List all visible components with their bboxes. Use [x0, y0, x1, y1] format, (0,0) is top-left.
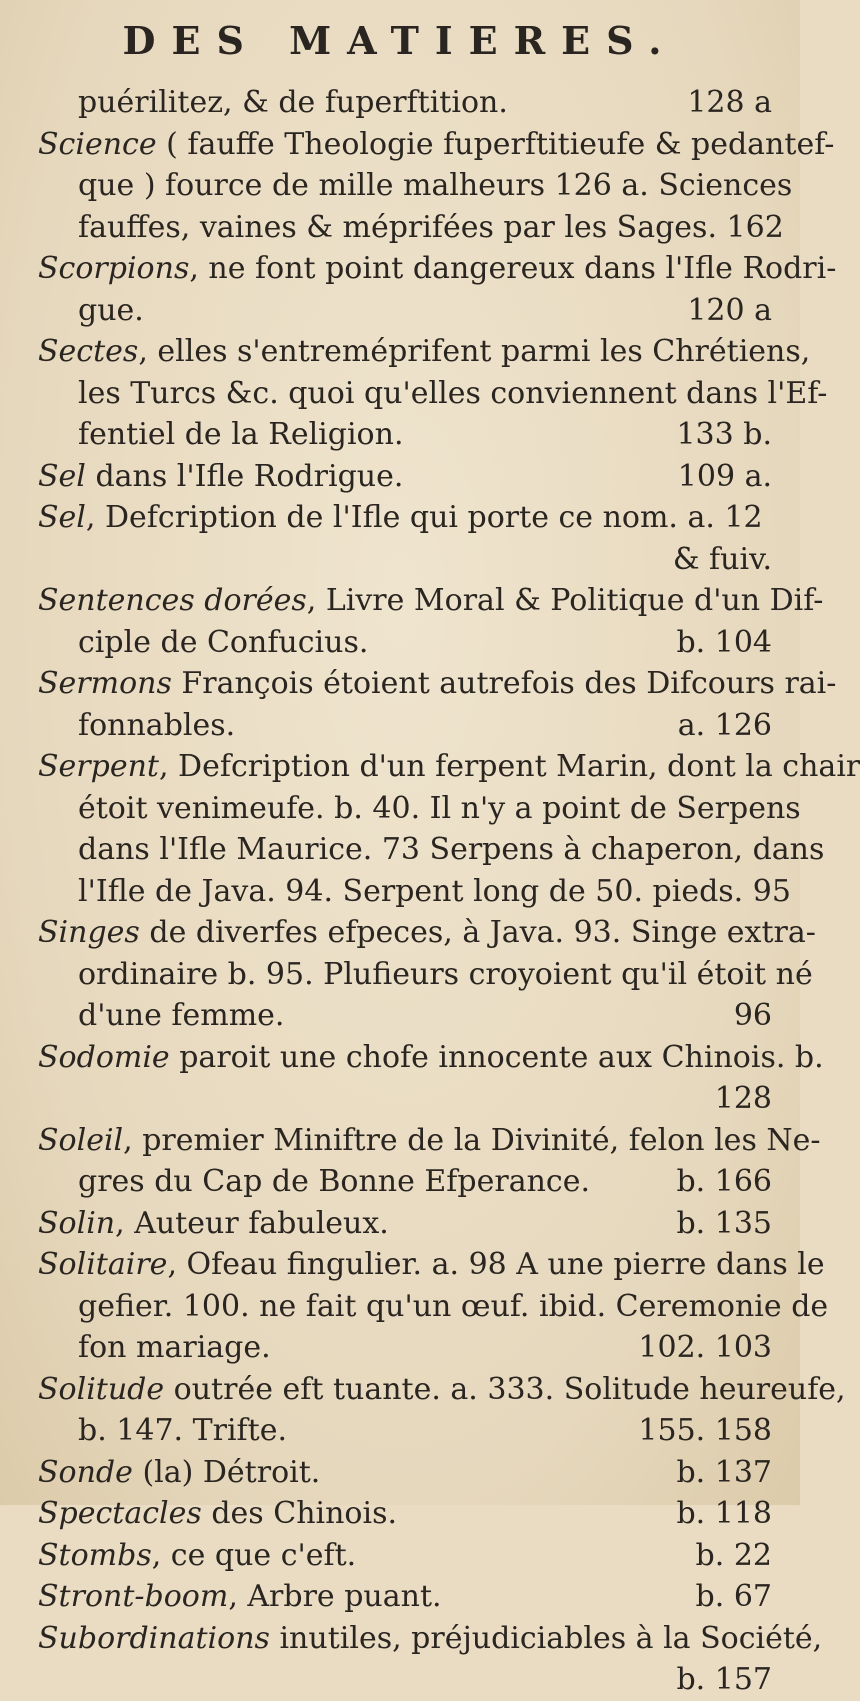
- page-reference: b. 104: [676, 624, 772, 660]
- index-entry: [38, 497, 772, 580]
- entry-line: [38, 1120, 821, 1162]
- entry-line: [38, 373, 828, 415]
- entry-line: [38, 1078, 772, 1120]
- entry-body: ( fauffe Theologie fuperftitieufe & pedantef-: [156, 126, 835, 162]
- entry-text: [78, 165, 792, 207]
- entry-line: [38, 663, 837, 705]
- index-entry: [38, 1576, 772, 1618]
- index-entries: [38, 82, 860, 1701]
- index-entry: [38, 456, 772, 498]
- entry-body: , Ofeau fingulier. a. 98 A une pierre dans le: [167, 1247, 825, 1282]
- entry-text: [38, 746, 860, 788]
- entry-headword: Solitaire: [38, 1247, 168, 1282]
- entry-body: fauffes, vaines & méprifées par les Sages. 162: [78, 209, 784, 245]
- entry-line: [38, 124, 835, 166]
- entry-headword: Soleil: [38, 1122, 124, 1158]
- page-reference: 109 a.: [677, 458, 772, 494]
- index-entry: [38, 1037, 824, 1120]
- entry-text: [38, 580, 823, 622]
- entry-body: fon mariage.: [78, 1330, 271, 1365]
- page-reference: b. 67: [695, 1579, 772, 1614]
- entry-headword: Sectes: [38, 334, 139, 369]
- entry-line: [38, 1576, 772, 1618]
- index-entry: [38, 1369, 846, 1452]
- entry-text: [78, 82, 508, 124]
- entry-body: (la) Détroit.: [132, 1454, 321, 1490]
- entry-line: [38, 331, 811, 373]
- index-entry: [38, 82, 772, 124]
- entry-body: outrée eft tuante. a. 333. Solitude heureufe,: [164, 1371, 846, 1407]
- entry-headword: Solitude: [38, 1371, 165, 1407]
- entry-text: [38, 1120, 821, 1162]
- entry-text: [38, 248, 836, 290]
- entry-line: [38, 954, 813, 996]
- entry-body: l'Ifle de Java. 94. Serpent long de 50. pieds. 95: [78, 873, 791, 909]
- index-entry: [38, 580, 824, 663]
- entry-line: [38, 539, 772, 581]
- entry-line: [38, 456, 772, 498]
- page-reference: b. 135: [676, 1205, 772, 1241]
- page-reference: 128: [714, 1081, 772, 1116]
- entry-text: [38, 1618, 822, 1660]
- entry-headword: Sonde: [38, 1454, 133, 1490]
- entry-line: [38, 746, 860, 788]
- entry-headword: Sel: [38, 458, 86, 494]
- entry-body: dans l'Ifle Maurice. 73 Serpens à chaperon, dans: [78, 832, 825, 867]
- entry-headword: Sentences dorées: [38, 583, 307, 618]
- entry-body: des Chinois.: [201, 1496, 398, 1531]
- entry-headword: Sodomie: [38, 1039, 170, 1075]
- entry-headword: Subordinations: [38, 1620, 270, 1656]
- entry-line: [38, 871, 791, 913]
- entry-line: [38, 1659, 772, 1701]
- entry-body: , Auteur fabuleux.: [115, 1205, 389, 1241]
- entry-text: [38, 331, 810, 373]
- page-reference: b. 118: [676, 1496, 772, 1531]
- entry-text: [78, 207, 784, 249]
- entry-line: [38, 1286, 829, 1328]
- entry-body: gres du Cap de Bonne Efperance.: [78, 1164, 591, 1199]
- page-reference: b. 157: [676, 1662, 772, 1697]
- entry-text: [38, 456, 403, 498]
- entry-text: [38, 1493, 397, 1535]
- entry-headword: Serpent: [38, 749, 159, 784]
- entry-line: [38, 912, 816, 954]
- index-entry: [38, 1203, 772, 1245]
- entry-text: [78, 1410, 287, 1452]
- entry-text: [38, 1576, 442, 1618]
- entry-text: [38, 497, 763, 539]
- page-header: DES MATIERES.: [122, 18, 678, 63]
- entry-text: [78, 995, 284, 1037]
- entry-body: gue.: [78, 292, 144, 328]
- entry-line: [38, 1410, 772, 1452]
- entry-text: [78, 373, 827, 415]
- entry-text: [38, 1203, 389, 1245]
- index-entry: [38, 1493, 772, 1535]
- entry-body: , premier Miniftre de la Divinité, felon les Ne-: [123, 1122, 821, 1158]
- page-reference: b. 22: [695, 1537, 772, 1573]
- entry-headword: Stront-boom: [38, 1579, 229, 1614]
- entry-body: , Defcription d'un ferpent Marin, dont la chair: [158, 749, 860, 784]
- entry-line: [38, 829, 825, 871]
- index-entry: [38, 663, 837, 746]
- entry-body: puérilitez, & de fuperftition.: [78, 85, 508, 120]
- entry-line: [38, 1618, 823, 1660]
- entry-body: les Turcs &c. quoi qu'elles conviennent dans l'Ef-: [78, 375, 828, 411]
- entry-body: , Livre Moral & Politique d'un Dif-: [306, 583, 824, 618]
- entry-text: [38, 1535, 356, 1577]
- entry-line: [38, 1493, 772, 1535]
- index-entry: [38, 1618, 823, 1701]
- entry-body: fonnables.: [78, 707, 236, 743]
- entry-body: fentiel de la Religion.: [78, 417, 404, 452]
- entry-body: d'une femme.: [78, 998, 285, 1033]
- entry-body: , ne font point dangereux dans l'Ifle Rodri-: [189, 251, 837, 286]
- entry-text: [78, 954, 813, 996]
- entry-body: , ce que c'eft.: [151, 1537, 357, 1573]
- entry-body: dans l'Ifle Rodrigue.: [85, 458, 404, 494]
- entry-text: [38, 1037, 824, 1079]
- entry-line: [38, 248, 837, 290]
- entry-line: [38, 1203, 772, 1245]
- index-entry: [38, 1120, 821, 1203]
- index-entry: [38, 248, 837, 331]
- entry-text: [78, 1286, 828, 1328]
- entry-body: , elles s'entreméprifent parmi les Chrétiens,: [138, 334, 811, 369]
- entry-text: [38, 663, 836, 705]
- entry-line: [38, 1535, 772, 1577]
- entry-text: [38, 124, 834, 166]
- page-reference: & fuiv.: [672, 541, 772, 577]
- entry-text: [78, 705, 235, 747]
- entry-text: [78, 829, 824, 871]
- index-entry: [38, 912, 816, 1037]
- entry-line: [38, 82, 772, 124]
- entry-line: [38, 1161, 772, 1203]
- page-reference: a. 126: [677, 707, 772, 743]
- entry-text: [78, 1161, 590, 1203]
- entry-text: [38, 1244, 825, 1286]
- entry-line: [38, 1244, 825, 1286]
- page-reference: 128 a: [687, 85, 772, 120]
- entry-headword: Scorpions: [38, 251, 190, 286]
- entry-headword: Solin: [38, 1205, 116, 1241]
- entry-line: [38, 788, 801, 830]
- entry-text: [78, 1327, 271, 1369]
- index-entry: [38, 1244, 829, 1369]
- entry-line: [38, 1037, 824, 1079]
- entry-text: [38, 912, 816, 954]
- index-entry: [38, 331, 828, 456]
- entry-body: inutiles, préjudiciables à la Société,: [269, 1620, 823, 1656]
- index-entry: [38, 1452, 772, 1494]
- entry-body: , Arbre puant.: [228, 1579, 442, 1614]
- index-entry: [38, 746, 860, 912]
- page-reference: 120 a: [687, 292, 772, 328]
- page-reference: 133 b.: [676, 417, 772, 452]
- entry-body: que ) fource de mille malheurs 126 a. Sciences: [78, 168, 793, 203]
- entry-line: [38, 622, 772, 664]
- index-entry: [38, 124, 835, 249]
- entry-text: [78, 788, 801, 830]
- entry-body: François étoient autrefois des Difcours rai-: [171, 666, 837, 701]
- entry-line: [38, 414, 772, 456]
- entry-body: ordinaire b. 95. Plufieurs croyoient qu'il étoit né: [78, 956, 813, 992]
- entry-line: [38, 1327, 772, 1369]
- entry-text: [78, 871, 791, 913]
- entry-text: [78, 290, 144, 332]
- page-reference: b. 137: [676, 1454, 772, 1490]
- entry-line: [38, 165, 793, 207]
- entry-headword: Singes: [38, 915, 140, 950]
- entry-text: [38, 1369, 846, 1411]
- page-reference: 155. 158: [638, 1413, 772, 1448]
- entry-text: [78, 622, 368, 664]
- page-reference: 102. 103: [638, 1330, 772, 1365]
- entry-line: [38, 580, 824, 622]
- entry-body: de diverfes efpeces, à Java. 93. Singe extra-: [139, 915, 816, 950]
- entry-body: gefier. 100. ne fait qu'un œuf. ibid. Ceremonie de: [78, 1288, 829, 1324]
- entry-headword: Sermons: [38, 666, 172, 701]
- entry-line: [38, 290, 772, 332]
- entry-text: [78, 414, 403, 456]
- entry-line: [38, 1452, 772, 1494]
- entry-headword: Stombs: [38, 1537, 152, 1573]
- entry-body: , Defcription de l'Ifle qui porte ce nom. a. 12: [85, 500, 763, 535]
- entry-line: [38, 207, 784, 249]
- entry-body: ciple de Confucius.: [78, 624, 369, 660]
- page-reference: b. 166: [676, 1164, 772, 1199]
- page-reference: 96: [733, 998, 772, 1033]
- entry-body: étoit venimeufe. b. 40. Il n'y a point de Serpens: [78, 790, 801, 826]
- entry-line: [38, 497, 772, 539]
- index-entry: [38, 1535, 772, 1577]
- entry-text: [38, 1452, 320, 1494]
- entry-headword: Science: [38, 126, 157, 162]
- entry-body: b. 147. Trifte.: [78, 1413, 288, 1448]
- entry-headword: Spectacles: [38, 1496, 202, 1531]
- entry-line: [38, 995, 772, 1037]
- entry-line: [38, 1369, 846, 1411]
- entry-body: paroit une chofe innocente aux Chinois. b.: [169, 1039, 824, 1075]
- entry-headword: Sel: [38, 500, 86, 535]
- entry-line: [38, 705, 772, 747]
